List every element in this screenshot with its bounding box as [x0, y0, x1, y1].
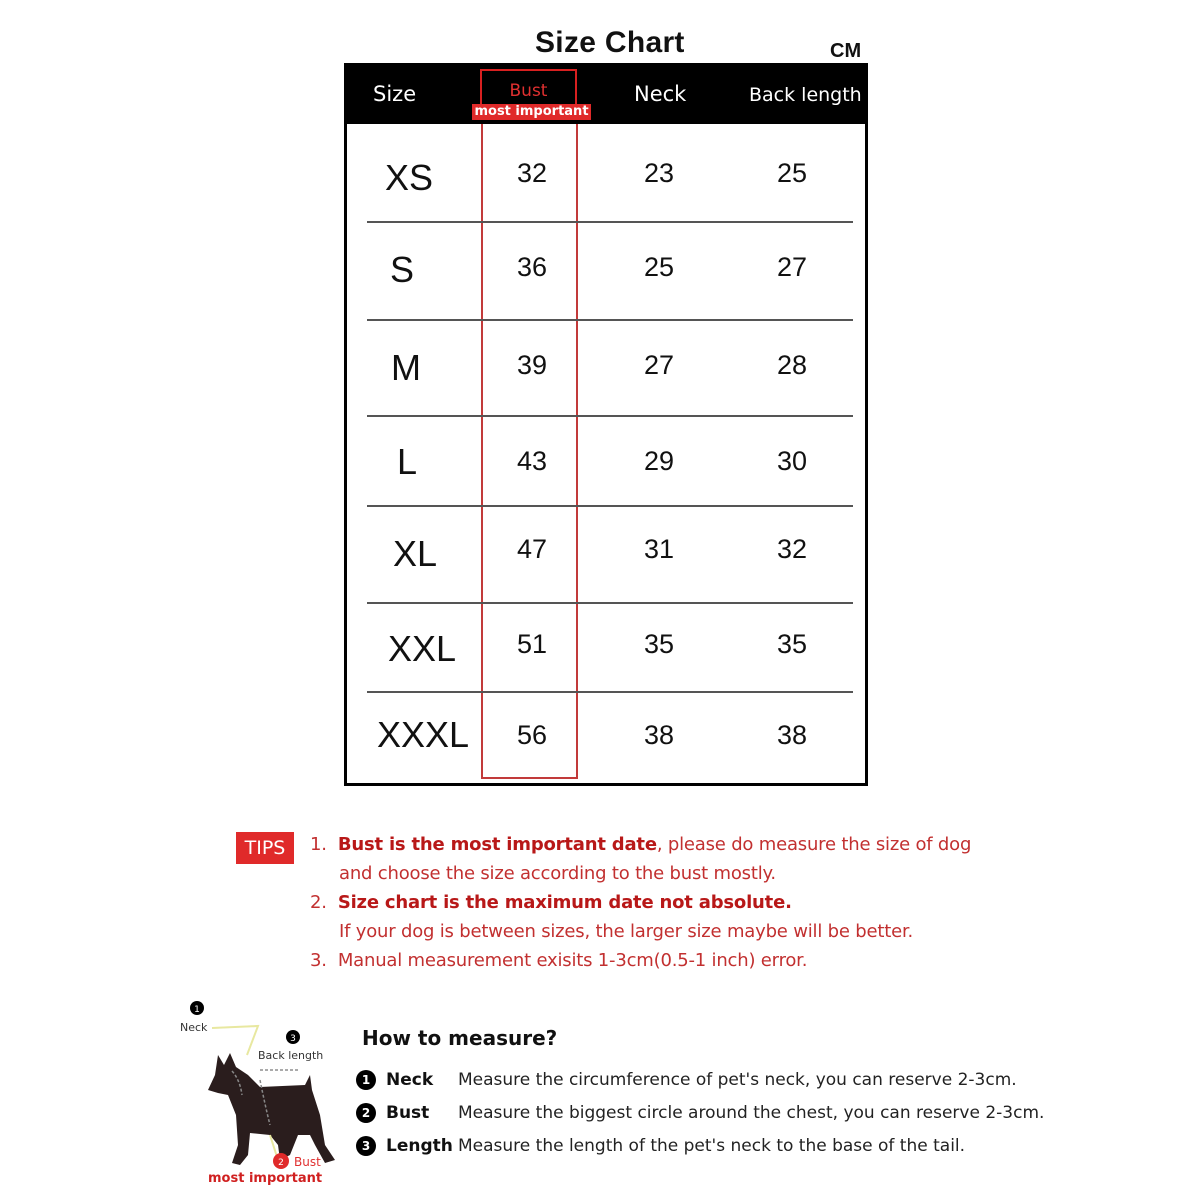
- number-1-icon: 1: [356, 1070, 376, 1090]
- neck-diagram-label: Neck: [180, 1021, 208, 1034]
- tips-badge: TIPS: [236, 832, 294, 864]
- measure-item-length: [356, 1136, 965, 1156]
- svg-text:3: 3: [290, 1034, 296, 1044]
- dog-measurement-diagram: [170, 995, 350, 1195]
- how-to-measure-title: How to measure?: [362, 1026, 558, 1050]
- table-row: [347, 319, 865, 415]
- back-length-cell: 25: [777, 158, 808, 188]
- size-cell: XXL: [388, 628, 457, 669]
- column-header-back-length: Back length: [749, 84, 862, 106]
- back-length-cell: 35: [777, 629, 808, 659]
- neck-cell: 31: [644, 534, 675, 564]
- table-row: [347, 124, 865, 221]
- table-row: [347, 602, 865, 691]
- neck-cell: 27: [644, 350, 675, 380]
- measure-desc: Measure the biggest circle around the chest, you can reserve 2-3cm.: [458, 1103, 1045, 1123]
- measure-key: Bust: [386, 1103, 430, 1123]
- tip-number: 3.: [310, 950, 327, 971]
- svg-text:2: 2: [278, 1158, 284, 1168]
- tip-number: 2.: [310, 892, 327, 913]
- table-row: [347, 415, 865, 505]
- column-header-neck: Neck: [634, 82, 687, 106]
- bust-cell: 36: [517, 252, 548, 282]
- measure-desc: Measure the length of the pet's neck to the base of the tail.: [458, 1136, 966, 1156]
- bust-cell: 43: [517, 446, 548, 476]
- size-cell: S: [390, 249, 415, 290]
- neck-cell: 25: [644, 252, 675, 282]
- unit-label: CM: [830, 40, 862, 62]
- most-important-tag: most important: [472, 104, 591, 120]
- bust-diagram-note: most important: [208, 1171, 323, 1186]
- table-header: [347, 66, 865, 124]
- table-row: [347, 221, 865, 319]
- tip-2: [310, 892, 792, 913]
- column-header-size: Size: [373, 82, 417, 106]
- measure-desc: Measure the circumference of pet's neck, you can reserve 2-3cm.: [458, 1070, 1017, 1090]
- table-row: [347, 505, 865, 602]
- size-cell: L: [397, 441, 418, 482]
- tip-1: [310, 834, 971, 855]
- bust-cell: 32: [517, 158, 548, 188]
- column-header-bust: Bust: [509, 81, 548, 101]
- bust-cell: 39: [517, 350, 548, 380]
- table-row: [347, 691, 865, 781]
- neck-cell: 23: [644, 158, 675, 188]
- size-cell: M: [391, 347, 421, 388]
- number-2-icon: 2: [356, 1103, 376, 1123]
- back-length-cell: 30: [777, 446, 808, 476]
- measure-key: Neck: [386, 1070, 434, 1090]
- bust-cell: 51: [517, 629, 548, 659]
- tip-number: 1.: [310, 834, 327, 855]
- bust-cell: 56: [517, 720, 548, 750]
- size-chart-title: Size Chart: [535, 26, 685, 59]
- number-3-icon: 3: [356, 1136, 376, 1156]
- size-cell: XS: [385, 157, 434, 198]
- back-length-cell: 28: [777, 350, 808, 380]
- measure-item-bust: [356, 1103, 1044, 1123]
- svg-text:1: 1: [194, 1005, 200, 1015]
- size-cell: XL: [393, 533, 438, 574]
- bust-header-highlight: [474, 69, 589, 119]
- size-table: [344, 63, 868, 786]
- bust-cell: 47: [517, 534, 548, 564]
- tip-2-line-2: If your dog is between sizes, the larger size maybe will be better.: [339, 921, 914, 942]
- neck-cell: 38: [644, 720, 675, 750]
- neck-cell: 29: [644, 446, 675, 476]
- tip-1-line-2: and choose the size according to the bust mostly.: [339, 863, 776, 884]
- bust-diagram-label: Bust: [294, 1155, 321, 1169]
- measure-key: Length: [386, 1136, 453, 1156]
- tip-1-text: , please do measure the size of dog: [656, 834, 972, 855]
- back-length-cell: 27: [777, 252, 808, 282]
- neck-cell: 35: [644, 629, 675, 659]
- back-length-diagram-label: Back length: [258, 1049, 324, 1062]
- tip-1-emphasis: Bust is the most important date: [337, 834, 657, 855]
- tip-2-emphasis: Size chart is the maximum date not absolute.: [337, 892, 792, 913]
- back-length-cell: 32: [777, 534, 808, 564]
- back-length-cell: 38: [777, 720, 808, 750]
- tip-3-text: Manual measurement exisits 1-3cm(0.5-1 inch) error.: [337, 950, 808, 971]
- tip-3: [310, 950, 807, 971]
- measure-item-neck: [356, 1070, 1017, 1090]
- size-cell: XXXL: [377, 714, 470, 755]
